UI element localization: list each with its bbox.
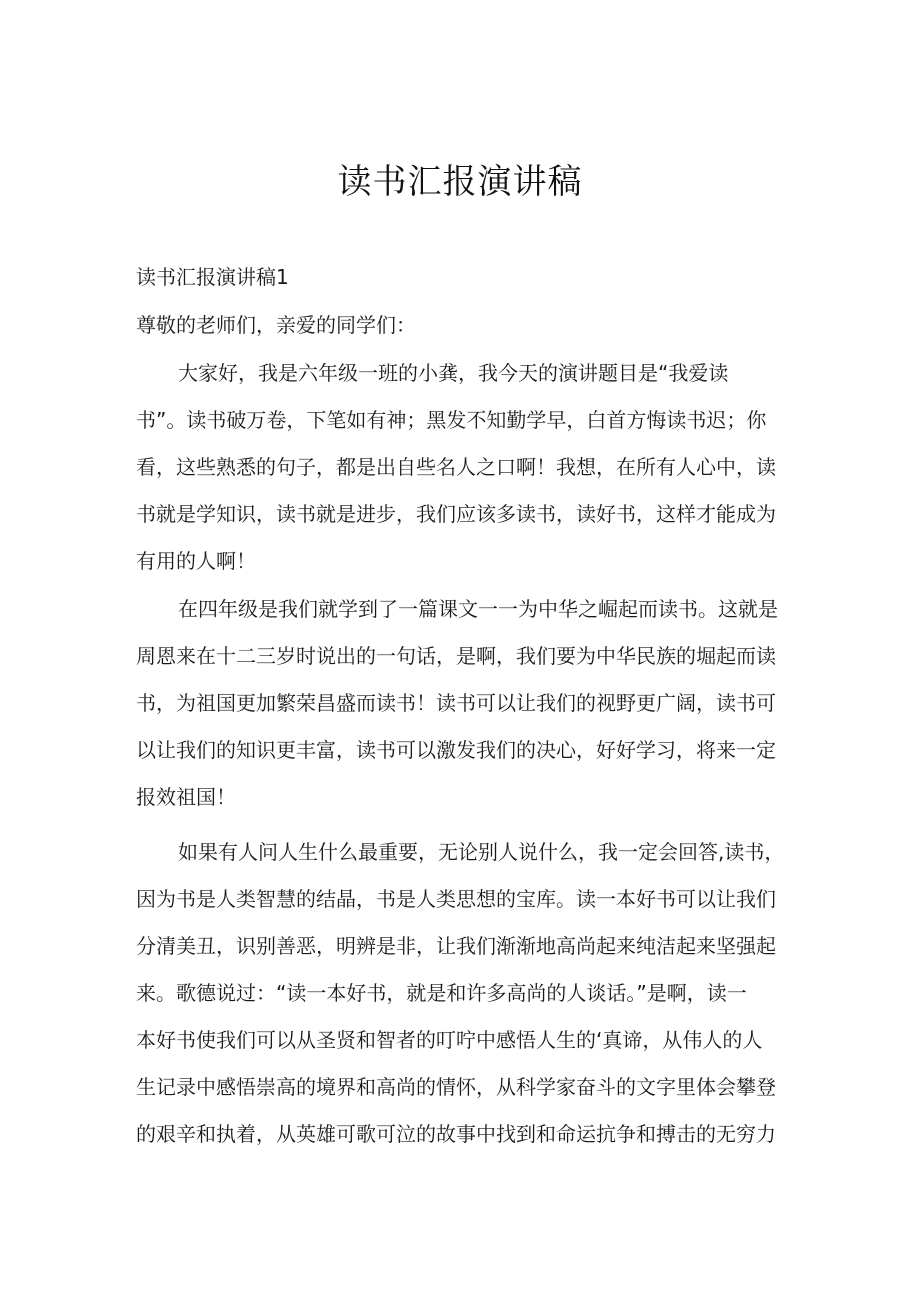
section-heading: 读书汇报演讲稿1 — [136, 265, 289, 289]
paragraph-line: 书就是学知识，读书就是进步，我们应该多读书，读好书，这样才能成为 — [136, 502, 776, 526]
paragraph-line: 来。歌德说过：“读一本好书，就是和许多高尚的人谈话。”是啊，读一 — [136, 981, 747, 1005]
paragraph-line: 大家好，我是六年级一班的小龚，我今天的演讲题目是“我爱读 — [178, 361, 729, 385]
paragraph-line: 周恩来在十二三岁时说出的一句话，是啊，我们要为中华民族的堀起而读 — [136, 644, 776, 668]
paragraph-line: 如果有人问人生什么最重要，无论别人说什么，我一定会回答,读书， — [178, 840, 785, 864]
paragraph-line: 书”。读书破万卷，下笔如有神；黑发不知勤学早，白首方悔读书迟；你 — [136, 408, 767, 432]
paragraph-line: 因为书是人类智慧的结晶，书是人类思想的宝库。读一本好书可以让我们 — [136, 887, 776, 911]
paragraph-line: 分清美丑，识别善恶，明辨是非，让我们渐渐地高尚起来纯洁起来坚强起 — [136, 934, 776, 958]
paragraph-line: 报效祖国！ — [136, 785, 236, 809]
paragraph-line: 有用的人啊！ — [136, 549, 256, 573]
salutation: 尊敬的老师们，亲爱的同学们： — [136, 313, 416, 337]
paragraph-line: 的艰辛和执着，从英雄可歌可泣的故事中找到和命运抗争和搏击的无穷力 — [136, 1122, 776, 1146]
paragraph-line: 在四年级是我们就学到了一篇课文一一为中华之崛起而读书。这就是 — [178, 597, 778, 621]
paragraph-line: 生记录中感悟崇高的境界和高尚的情怀，从科学家奋斗的文字里体会攀登 — [136, 1075, 776, 1099]
document-title: 读书汇报演讲稿 — [337, 162, 583, 202]
paragraph-line: 本好书使我们可以从圣贤和智者的叮咛中感悟人生的‘真谛，从伟人的人 — [136, 1028, 763, 1052]
paragraph-line: 看，这些熟悉的句子，都是出自些名人之口啊！我想，在所有人心中，读 — [136, 455, 776, 479]
paragraph-line: 以让我们的知识更丰富，读书可以激发我们的决心，好好学习，将来一定 — [136, 738, 776, 762]
paragraph-line: 书，为祖国更加繁荣昌盛而读书！读书可以让我们的视野更广阔，读书可 — [136, 691, 776, 715]
